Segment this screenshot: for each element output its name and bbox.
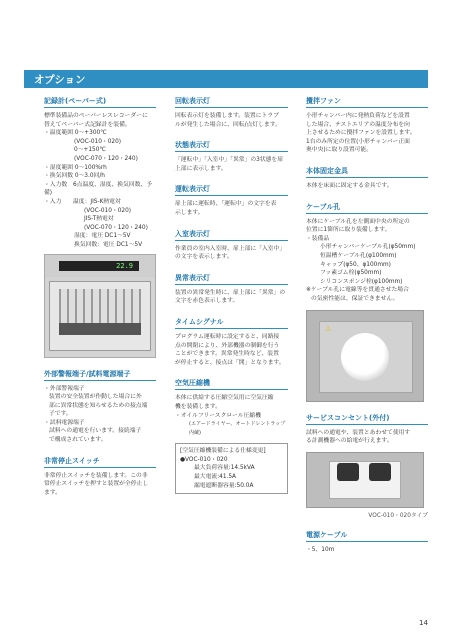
estop-line: 常停止スイッチを押すと装置が全停止し [44,481,149,488]
cable-item: 恒温槽ケーブル孔(φ100mm) [320,252,397,259]
fan-line: した場合、テストエリアの温度分布を向 [306,121,410,128]
heading-estop: 非常停止スイッチ [44,456,156,468]
recorder-humidity: 湿度：電圧 DC1～5V [74,233,131,240]
estop-line: ます。 [44,489,61,496]
alarm-line: 試料への通電を行います。接続端子 [49,428,142,435]
cable-item: シリコンスポンジ栓(φ100mm) [320,278,403,285]
column-middle [175,96,288,494]
timer-line: プログラム運転時に設定すると、同路接 [175,333,280,340]
alarm-line: ・外部警報端子 [44,385,85,392]
compressor-line: 機を装備します。 [175,403,221,410]
cable-item: フッ素ゴム栓(φ50mm) [320,270,382,277]
cable-note: の気密性能は、保証できません。 [311,295,399,302]
timer-line: 点の開閉により、外部機器の制御を行う [175,342,280,349]
recorder-spec: ・换気回数 0～3.0回/h [44,173,105,180]
recorder-display: 22.9 [59,261,139,271]
abnormal-line: 装置の異常発生時に、扉上部に「異常」の [175,289,286,296]
fan-line: 奥中央)に取り設置可能。 [306,147,373,154]
outlet-socket-icon [369,463,391,481]
rotation-line: ルが発生した場合に、回転/点灯します。 [175,121,281,128]
recorder-photo [44,254,156,358]
cable-item: キャップ(φ50、φ100mm) [320,261,391,268]
running-line: 扉上部に運転時、「運転中」の文字を表 [175,201,277,208]
compressor-line: ・オイルフリースクロール圧縮機 [175,412,262,419]
cable-note: ※ケーブル孔に電線等を貫通させた場合 [306,287,409,294]
recorder-k-model: (VOC-010・020) [84,207,132,214]
fixture-line: 本体を床面に固定する金具です。 [306,182,393,189]
cable-line: ・装備品 [306,235,330,242]
recorder-ventilation: 换気回数：電圧 DC1～5V [74,241,143,248]
heading-running: 運転表示灯 [175,184,288,196]
heading-power-cable: 電源ケーブル [306,530,428,542]
cable-item: 小形チャンバーケーブル孔(φ50mm) [320,244,416,251]
warning-icon: ⚠ [325,324,332,333]
compressor-spec-title: [空気圧縮機装備による仕様変更] [180,448,266,455]
recorder-spec: ・湿度範囲 0～100%rh [44,164,107,171]
compressor-spec-line: 最大電流:41.5A [194,474,237,481]
cable-line: 位置に1箇所に取り装備します。 [306,227,391,234]
column-right [306,96,428,554]
heading-rotation: 回転表示灯 [175,96,288,108]
heading-abnormal: 異常表示灯 [175,273,288,285]
heading-fan: 攪拌ファン [306,96,428,108]
compressor-spec-line: 漏電遮断器容量:50.0A [194,482,254,489]
fan-line: 小形チャンバー内に発熱負荷などを設置 [306,113,410,119]
running-line: 示します。 [175,209,204,216]
service-line: る計測機器への給電が行えます。 [306,438,393,445]
service-caption: VOC-010・020タイプ [368,512,428,519]
heading-entry: 入室表示灯 [175,229,288,241]
alarm-line: 装置の安全装置が作動した場合に外 [49,394,142,401]
column-left [44,96,156,497]
timer-line: ことができます。異常発生時など、装置 [175,351,279,358]
recorder-base [59,323,141,335]
outlet-socket-icon [337,463,359,481]
heading-recorder: 記録計(ペーパー式) [44,96,156,108]
compressor-note: (エアードライヤー、オートドレントラップ内蔵) [189,421,286,436]
heading-fixture: 本体固定金具 [306,166,428,178]
fan-line: 上させるために攪拌ファンを設置します。 [306,130,416,137]
compressor-spec-line: ●VOC-010・020 [180,456,228,463]
recorder-spec: ・入力数 6点温度、湿度、换気回数、予備) [44,181,153,197]
fan-line: 1台のみ所定の位置(小形チャンバー正面 [306,138,410,145]
section-title: オプション [34,74,86,86]
recorder-temp-model: (VOC-010・020) [74,138,122,145]
heading-compressor: 空気圧縮機 [175,378,288,390]
service-outlet-photo [306,452,424,508]
power-cable-line: ・5、10m [306,546,335,553]
recorder-jis-t: JIS-T熱電対 [84,216,114,223]
compressor-spec-box [175,443,288,494]
estop-line: 非常停止スイッチを装備します。この非 [44,472,148,479]
alarm-line: ・試料電源端子 [44,419,85,426]
heading-timer: タイムシグナル [175,317,288,329]
page-number: 14 [419,619,428,627]
entry-line: 作業員の室内入室時、扉上部に「入室中」 [175,245,286,252]
recorder-temp-range: 0～+150℃ [74,147,106,154]
heading-cable: ケーブル孔 [306,202,428,214]
alarm-line: 子です。 [49,411,72,418]
abnormal-line: 文字を赤色表示します。 [175,298,239,305]
recorder-temp-model: (VOC-070・120・240) [74,155,138,162]
heading-status: 状態表示灯 [175,140,288,152]
compressor-line: 本体に供給する圧縮空気用に空気圧縮 [175,395,274,402]
status-line: 上部に表示します。 [175,165,227,172]
heading-service: サービスコンセント(外付) [306,413,428,425]
cable-port-cap [341,333,389,381]
rotation-line: 回転表示灯を装備します。装置にトラブ [175,113,279,119]
service-line: 試料への通電や、装置とあわせて使用す [306,429,411,436]
recorder-line: ・温度範囲 0～+300℃ [44,130,107,137]
cable-line: 本体にケーブル孔を左側面中央の所定の [306,218,410,225]
status-line: 「運転中」「入室中」「異常」の3状態を扉 [175,157,284,164]
compressor-spec-line: 最大負荷容量:14.5kVA [194,465,255,472]
recorder-spec: ・入力 温度：JIS-K熱電対 [44,198,121,205]
cable-port-photo [306,310,424,402]
heading-alarm: 外部警報端子/試料電源端子 [44,369,156,381]
recorder-line: 替えてペーパー式記録計を装備。 [44,121,131,128]
section-band [24,70,428,88]
recorder-line: 標準装備品のペーパーレスレコーダーに [44,113,148,119]
recorder-t-model: (VOC-070・120・240) [84,224,148,231]
alarm-line: 部に異常状態を知らせるための接点端 [49,402,148,409]
timer-line: が停止すると、接点は「開」となります。 [175,359,285,366]
recorder-rack [59,289,141,323]
entry-line: の文字を表示します。 [175,254,233,261]
alarm-line: で構成されています。 [49,437,107,444]
